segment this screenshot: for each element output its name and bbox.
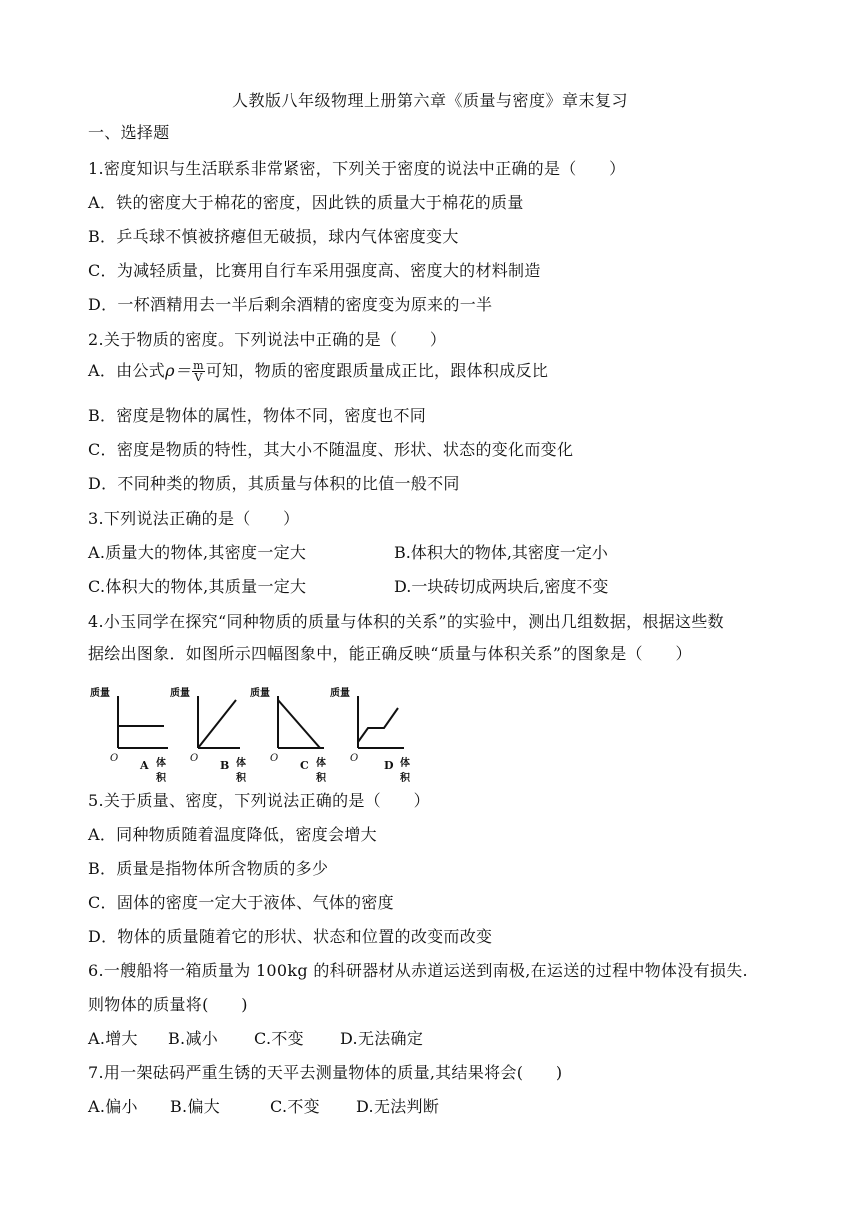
graph-a-letter: A [140, 759, 149, 772]
graph-d-origin: O [350, 753, 359, 764]
question-7-option-d: D.无法判断 [356, 1097, 440, 1116]
formula-denominator: V [194, 371, 203, 384]
question-6-stem-line-2: 则物体的质量将( ) [88, 995, 248, 1014]
option-a-suffix: 可知，物质的密度跟质量成正比，跟体积成反比 [205, 361, 549, 380]
question-6-option-a: A.增大 [88, 1029, 138, 1048]
graph-d-y-label: 质量 [330, 688, 350, 699]
question-2-option-d: D．不同种类的物质，其质量与体积的比值一般不同 [88, 474, 460, 493]
graph-a-origin: O [110, 753, 119, 764]
question-2-stem: 2.关于物质的密度。下列说法中正确的是（ ） [88, 330, 447, 349]
question-7-option-c: C.不变 [270, 1097, 320, 1116]
question-5-option-b: B．质量是指物体所含物质的多少 [88, 859, 329, 878]
question-7-option-b: B.偏大 [170, 1097, 221, 1116]
question-1-option-d: D．一杯酒精用去一半后剩余酒精的密度变为原来的一半 [88, 295, 493, 314]
question-5-option-d: D．物体的质量随着它的形状、状态和位置的改变而改变 [88, 927, 493, 946]
graph-c-letter: C [300, 759, 309, 772]
question-6-option-b: B.减小 [168, 1029, 219, 1048]
question-3-option-d: D.一块砖切成两块后,密度不变 [394, 577, 609, 596]
graph-b-letter: B [220, 759, 230, 772]
question-5-option-a: A．同种物质随着温度降低，密度会增大 [88, 825, 377, 844]
question-1-option-c: C．为减轻质量，比赛用自行车采用强度高、密度大的材料制造 [88, 261, 541, 280]
graph-a [88, 680, 168, 784]
question-5-stem: 5.关于质量、密度，下列说法正确的是（ ） [88, 791, 430, 810]
graph-b-curve [198, 700, 236, 748]
graph-c-x-label: 体积 [316, 758, 326, 784]
question-4-stem-line-2: 据绘出图象．如图所示四幅图象中，能正确反映“质量与体积关系”的图象是（ ） [88, 644, 692, 663]
question-3-stem: 3.下列说法正确的是（ ） [88, 509, 300, 528]
graph-b [168, 680, 248, 784]
question-7-options [88, 1094, 439, 1117]
question-2-option-c: C．密度是物质的特性，其大小不随温度、形状、状态的变化而变化 [88, 440, 574, 459]
question-6-option-d: D.无法确定 [340, 1029, 424, 1048]
question-7-stem: 7.用一架砝码严重生锈的天平去测量物体的质量,其结果将会( ) [88, 1063, 563, 1082]
formula-numerator: m [193, 359, 204, 372]
graph-d-x-label: 体积 [400, 758, 410, 784]
graph-b-x-label: 体积 [236, 758, 246, 784]
graph-d-curve [358, 708, 398, 742]
question-5-option-c: C．固体的密度一定大于液体、气体的密度 [88, 893, 394, 912]
graph-b-origin: O [190, 753, 199, 764]
document-title: 人教版八年级物理上册第六章《质量与密度》章末复习 [231, 91, 628, 110]
question-2-option-b: B．密度是物体的属性，物体不同，密度也不同 [88, 406, 427, 425]
option-a-prefix: A．由公式 [88, 361, 166, 380]
question-4-stem-line-1: 4.小玉同学在探究“同种物质的质量与体积的关系”的实验中，测出几组数据，根据这些数 [88, 612, 724, 631]
question-2-option-a [88, 358, 548, 383]
question-6-options [88, 1026, 423, 1049]
section-heading: 一、选择题 [88, 123, 170, 142]
mass-volume-graphs [88, 680, 428, 784]
question-3-option-c: C.体积大的物体,其质量一定大 [88, 577, 307, 596]
graph-d-letter: D [384, 759, 394, 772]
question-1-option-b: B．乒乓球不慎被挤瘪但无破损，球内气体密度变大 [88, 227, 459, 246]
graph-d [328, 680, 410, 784]
question-1-option-a: A．铁的密度大于棉花的密度，因此铁的质量大于棉花的质量 [88, 193, 524, 212]
question-1-stem: 1.密度知识与生活联系非常紧密，下列关于密度的说法中正确的是（ ） [88, 159, 626, 178]
question-3-option-b: B.体积大的物体,其密度一定小 [394, 543, 608, 562]
graph-c-curve [278, 700, 320, 748]
question-7-option-a: A.偏小 [88, 1097, 138, 1116]
graph-c-origin: O [270, 753, 279, 764]
graph-a-x-label: 体积 [156, 758, 166, 784]
density-formula-lhs: ρ＝ [165, 361, 192, 380]
question-6-stem-line-1: 6.一艘船将一箱质量为 100kg 的科研器材从赤道运送到南极,在运送的过程中物体没有损失. [88, 961, 748, 980]
density-formula-fraction [192, 360, 205, 383]
graph-c [248, 680, 328, 784]
graph-c-y-label: 质量 [250, 688, 270, 699]
graph-b-y-label: 质量 [170, 688, 190, 699]
question-6-option-c: C.不变 [254, 1029, 304, 1048]
graph-a-y-label: 质量 [90, 688, 110, 699]
question-3-option-a: A.质量大的物体,其密度一定大 [88, 543, 307, 562]
